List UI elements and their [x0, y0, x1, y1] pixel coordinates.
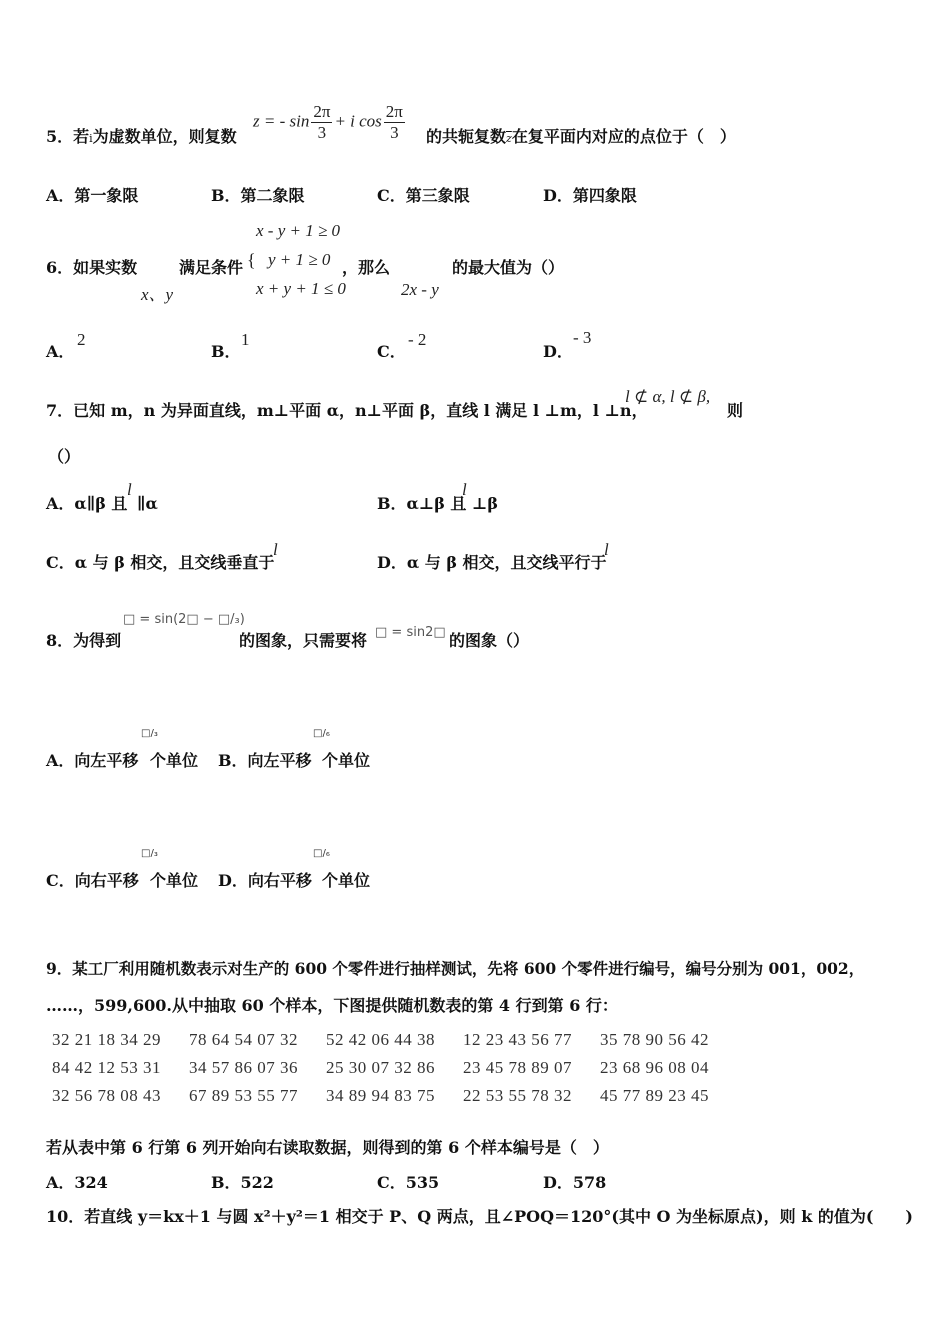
- q7-option-d-l: l: [604, 540, 609, 559]
- q6-cond-label: 满足条件: [179, 258, 244, 277]
- q8-option-c[interactable]: C．向右平移: [46, 871, 139, 890]
- q7-option-a-post: ∥α: [137, 494, 158, 513]
- q5-frac2: [384, 102, 405, 143]
- q9-line-1: 9．某工厂利用随机数表示对生产的 600 个零件进行抽样测试，先将 600 个零件进行编号，编号分别为 001，002，: [46, 959, 865, 978]
- q7-formula: l ⊄ α, l ⊄ β,: [625, 387, 711, 406]
- q7-option-b[interactable]: [377, 494, 466, 514]
- q5-zbar: $\overline{z}$: [506, 132, 512, 145]
- q7-option-b-l: l: [462, 480, 467, 499]
- q8-option-d-frac: □/₆: [313, 848, 330, 859]
- q6-brace: {: [247, 250, 256, 270]
- q5-middle: 为虚数单位，则复数: [92, 127, 237, 146]
- q6-option-c[interactable]: C．: [377, 342, 406, 361]
- q6-suffix: 的最大值为（）: [452, 258, 565, 277]
- q5-option-a[interactable]: A．第一象限: [46, 186, 139, 205]
- q7-paren: （）: [48, 447, 81, 466]
- table-cell: 23 45 78 89 07: [463, 1058, 572, 1077]
- q6-cond-2: y + 1 ≥ 0: [268, 250, 331, 269]
- q8-option-c-post: 个单位: [150, 871, 199, 890]
- q8-formula-1: □ = sin(2□ − □/₃): [123, 612, 245, 627]
- q8-option-b-frac: □/₆: [313, 728, 330, 739]
- q5-stem-end: [426, 127, 736, 149]
- table-cell: 52 42 06 44 38: [326, 1030, 435, 1049]
- q7-option-b-pre: B．α⊥β 且: [377, 494, 467, 513]
- table-cell: 23 68 96 08 04: [600, 1058, 709, 1077]
- table-cell: 78 64 54 07 32: [189, 1030, 298, 1049]
- table-row: [52, 1058, 737, 1086]
- q5-den2: 3: [390, 123, 399, 142]
- q6-option-a[interactable]: A．: [46, 342, 75, 361]
- q7-option-c[interactable]: C．α 与 β 相交，且交线垂直于: [46, 553, 275, 572]
- q5-formula: [253, 102, 407, 143]
- q5-num1: 2π: [313, 102, 331, 121]
- q7-option-a-pre: A．α∥β 且: [46, 494, 128, 513]
- q8-option-b[interactable]: B．向左平移: [218, 751, 312, 770]
- q5-option-b[interactable]: B．第二象限: [211, 186, 305, 205]
- table-cell: 25 30 07 32 86: [326, 1058, 435, 1077]
- table-cell: 35 78 90 56 42: [600, 1030, 709, 1049]
- table-cell: 34 57 86 07 36: [189, 1058, 298, 1077]
- table-row: [52, 1030, 737, 1058]
- q8-mid: 的图象，只需要将: [239, 631, 368, 650]
- q5-stem: [46, 127, 237, 149]
- q8-option-a-post: 个单位: [150, 751, 199, 770]
- table-row: [52, 1086, 737, 1114]
- q5-option-c[interactable]: C．第三象限: [377, 186, 470, 205]
- q6-option-d-value: - 3: [573, 328, 592, 347]
- q8-option-a-frac: □/₃: [141, 728, 158, 739]
- q9-line-2: ……，599,600.从中抽取 60 个样本，下图提供随机数表的第 4 行到第 6 行：: [46, 996, 618, 1015]
- q6-option-b-value: 1: [241, 330, 250, 349]
- q6-cond-1: x - y + 1 ≥ 0: [256, 221, 341, 240]
- q5-option-d[interactable]: D．第四象限: [543, 186, 637, 205]
- q5-prefix: 5．若: [46, 127, 90, 146]
- table-cell: 34 89 94 83 75: [326, 1086, 435, 1105]
- table-cell: 67 89 53 55 77: [189, 1086, 298, 1105]
- q10-stem: 10．若直线 y＝kx＋1 与圆 x²＋y²＝1 相交于 P、Q 两点，且∠POQ＝120°(其中 O 为坐标原点)，则 k 的值为( ): [46, 1207, 913, 1226]
- q7-stem: 7．已知 m，n 为异面直线，m⊥平面 α，n⊥平面 β，直线 l 满足 l ⊥m，l ⊥n，: [46, 401, 648, 420]
- q6-option-a-value: 2: [77, 330, 86, 349]
- q9-option-d[interactable]: D．578: [543, 1173, 607, 1192]
- q6-vars: x、y: [141, 285, 174, 304]
- q5-plus-icos: + i cos: [334, 111, 382, 131]
- q5-den1: 3: [317, 123, 327, 142]
- q5-suffix1: 的共轭复数: [426, 127, 507, 146]
- table-cell: 32 21 18 34 29: [52, 1030, 161, 1049]
- q6-mid: ，那么: [342, 258, 391, 277]
- q8-option-d-post: 个单位: [322, 871, 371, 890]
- q8-suffix: 的图象（）: [449, 631, 530, 650]
- q7-option-b-post: ⊥β: [472, 494, 498, 513]
- q8-prefix: 8．为得到: [46, 631, 122, 650]
- q7-suffix: 则: [727, 401, 744, 420]
- table-cell: 22 53 55 78 32: [463, 1086, 572, 1105]
- q9-option-a[interactable]: A．324: [46, 1173, 108, 1192]
- q6-option-d[interactable]: D．: [543, 342, 573, 361]
- q7-option-a-l: l: [127, 480, 132, 499]
- q5-num2: 2π: [385, 102, 403, 121]
- q5-formula-z: z = - sin: [253, 111, 310, 131]
- q8-option-c-frac: □/₃: [141, 848, 158, 859]
- q6-prefix: 6．如果实数: [46, 258, 138, 277]
- q6-option-c-value: - 2: [408, 330, 427, 349]
- q7-option-a[interactable]: [46, 494, 127, 514]
- q5-i: i: [89, 132, 93, 145]
- random-number-table: [52, 1030, 737, 1114]
- q7-option-d[interactable]: D．α 与 β 相交，且交线平行于: [377, 553, 607, 572]
- q6-expr: 2x - y: [401, 280, 439, 299]
- q9-question: 若从表中第 6 行第 6 列开始向右读取数据，则得到的第 6 个样本编号是（ ）: [46, 1138, 609, 1157]
- q5-frac1: [311, 102, 332, 143]
- table-cell: 45 77 89 23 45: [600, 1086, 709, 1105]
- q6-option-b[interactable]: B．: [211, 342, 241, 361]
- q9-option-b[interactable]: B．522: [211, 1173, 274, 1192]
- q5-suffix2: 在复平面内对应的点位于（ ）: [511, 127, 736, 146]
- q7-option-c-l: l: [273, 540, 278, 559]
- table-cell: 84 42 12 53 31: [52, 1058, 161, 1077]
- table-cell: 32 56 78 08 43: [52, 1086, 161, 1105]
- table-cell: 12 23 43 56 77: [463, 1030, 572, 1049]
- q8-option-b-post: 个单位: [322, 751, 371, 770]
- q9-option-c[interactable]: C．535: [377, 1173, 440, 1192]
- q8-option-d[interactable]: D．向右平移: [218, 871, 312, 890]
- q6-cond-3: x + y + 1 ≤ 0: [256, 279, 346, 298]
- q8-formula-2: □ = sin2□: [375, 625, 446, 640]
- q8-option-a[interactable]: A．向左平移: [46, 751, 139, 770]
